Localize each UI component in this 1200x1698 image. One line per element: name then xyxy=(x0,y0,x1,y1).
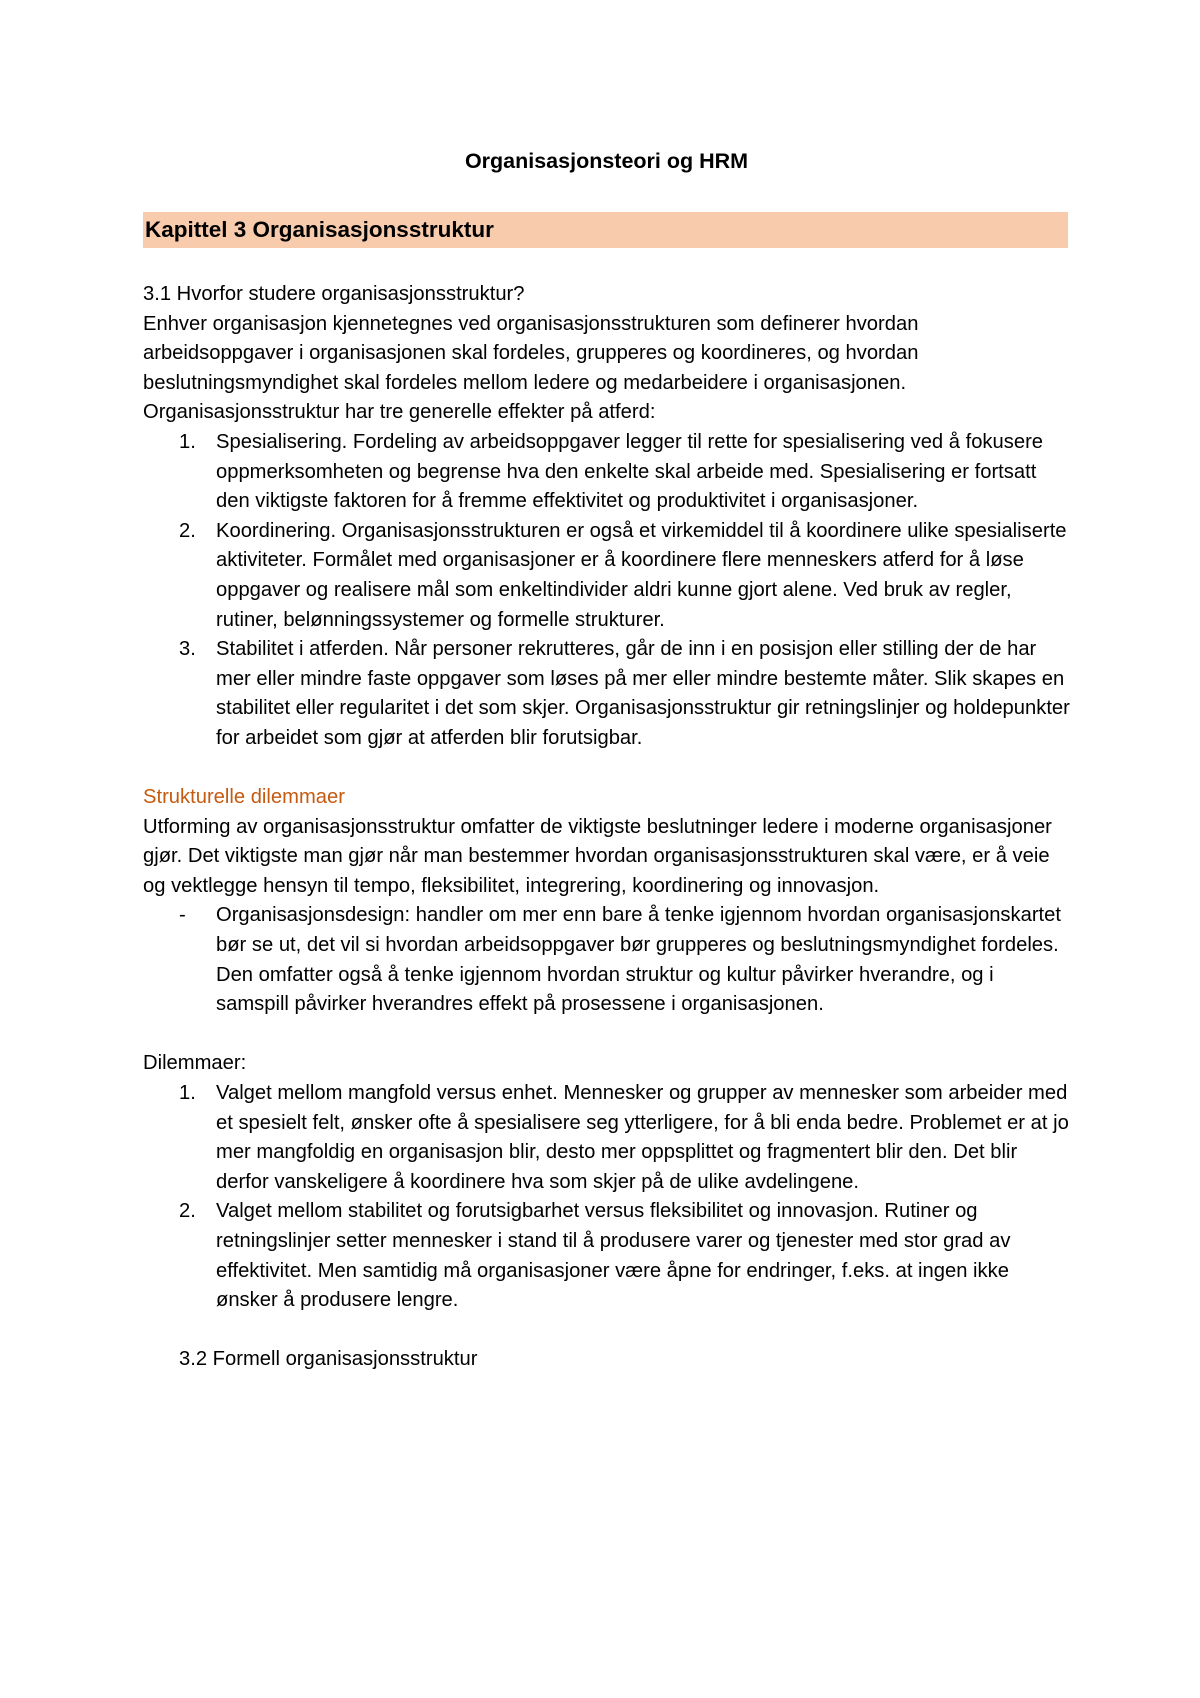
list-item-text: Valget mellom stabilitet og forutsigbarhet versus fleksibilitet og innovasjon. Rutiner og retningslinjer setter mennesker i stand til å produsere varer og tjenester med stor grad av effektivitet. Men samtidig må organisasjoner være åpne for endringer, f.eks. at ingen ikke ønsker å produsere lengre. xyxy=(216,1200,1011,1312)
list-item-text: Koordinering. Organisasjonsstrukturen er også et virkemiddel til å koordinere ulike spesialiserte aktiviteter. Formålet med organisasjoner er å koordinere flere menneskers atferd for å løse oppgaver og realisere mål som enkeltindivider aldri kunne gjort alene. Ved bruk av regler, rutiner, belønningssystemer og formelle strukturer. xyxy=(216,519,1067,631)
effects-list xyxy=(143,428,1070,754)
list-item xyxy=(143,517,1070,635)
effects-lead-paragraph: Organisasjonsstruktur har tre generelle effekter på atferd: xyxy=(143,401,656,424)
list-item-text: Valget mellom mangfold versus enhet. Mennesker og grupper av mennesker som arbeider med et spesielt felt, ønsker ofte å spesialisere seg ytterligere, for å bli enda bedre. Problemet er at jo mer mangfoldig en organisasjon blir, desto mer oppsplittet og fragmentert blir den. Det blir derfor vanskeligere å koordinere hva som skjer på de ulike avdelingene. xyxy=(216,1082,1069,1193)
list-item-text: Stabilitet i atferden. Når personer rekrutteres, går de inn i en posisjon eller stilling der de har mer eller mindre faste oppgaver som løses på mer eller mindre bestemte måter. Slik skapes en stabilitet eller regularitet i det som skjer. Organisasjonsstruktur gir retningslinjer og holdepunkter for arbeidet som gjør at atferden blir forutsigbar. xyxy=(216,638,1070,749)
dilemmas-list xyxy=(143,1079,1070,1316)
list-item-text: Organisasjonsdesign: handler om mer enn bare å tenke igjennom hvordan organisasjonskartet bør se ut, det vil si hvordan arbeidsoppgaver bør grupperes og beslutningsmyndighet fordeles. Den omfatter også å tenke igjennom hvordan struktur og kultur påvirker hverandre, og i samspill påvirker hverandres effekt på prosessene i organisasjonen. xyxy=(216,904,1062,1016)
list-item xyxy=(143,1079,1070,1197)
dilemmas-intro-paragraph: Utforming av organisasjonsstruktur omfatter de viktigste beslutninger ledere i moderne organisasjoner gjør. Det viktigste man gjør når man bestemmer hvordan organisasjonsstrukturen skal være, er å veie og vektlegge hensyn til tempo, fleksibilitet, integrering, koordinering og innovasjon. xyxy=(143,815,1052,897)
list-number: 2. xyxy=(179,1200,196,1223)
list-number: 3. xyxy=(179,638,196,661)
spacer xyxy=(143,754,1070,784)
section-heading-3-2: 3.2 Formell organisasjonsstruktur xyxy=(179,1348,478,1371)
document-body xyxy=(143,280,1070,1375)
list-number: 2. xyxy=(179,519,196,542)
bullet-list xyxy=(143,901,1070,1019)
chapter-heading: Kapittel 3 Organisasjonsstruktur xyxy=(145,217,494,242)
list-number: 1. xyxy=(179,1082,196,1105)
section-heading-3-1: 3.1 Hvorfor studere organisasjonsstruktur? xyxy=(143,283,525,305)
section-heading-dilemmas: Strukturelle dilemmaer xyxy=(143,786,345,809)
list-item-text: Spesialisering. Fordeling av arbeidsoppgaver legger til rette for spesialisering ved å fokusere oppmerksomheten og begrense hva den enkelte skal arbeide med. Spesialisering er fortsatt den viktigste faktoren for å fremme effektivitet og produktivitet i organisasjoner. xyxy=(216,430,1044,513)
list-number: 1. xyxy=(179,430,196,453)
list-item xyxy=(143,635,1070,753)
bullet-dash: - xyxy=(179,904,186,927)
list-item xyxy=(143,901,1070,1019)
spacer xyxy=(143,1316,1070,1346)
document-title: Organisasjonsteori og HRM xyxy=(464,149,749,173)
list-item xyxy=(143,1197,1070,1315)
dilemmas-lead-paragraph: Dilemmaer: xyxy=(143,1052,247,1075)
section-intro-paragraph: Enhver organisasjon kjennetegnes ved organisasjonsstrukturen som definerer hvordan arbeidsoppgaver i organisasjonen skal fordeles, grupperes og koordineres, og hvordan beslutningsmyndighet skal fordeles mellom ledere og medarbeidere i organisasjonen. xyxy=(143,312,919,394)
list-item xyxy=(143,428,1070,517)
spacer xyxy=(143,1020,1070,1050)
